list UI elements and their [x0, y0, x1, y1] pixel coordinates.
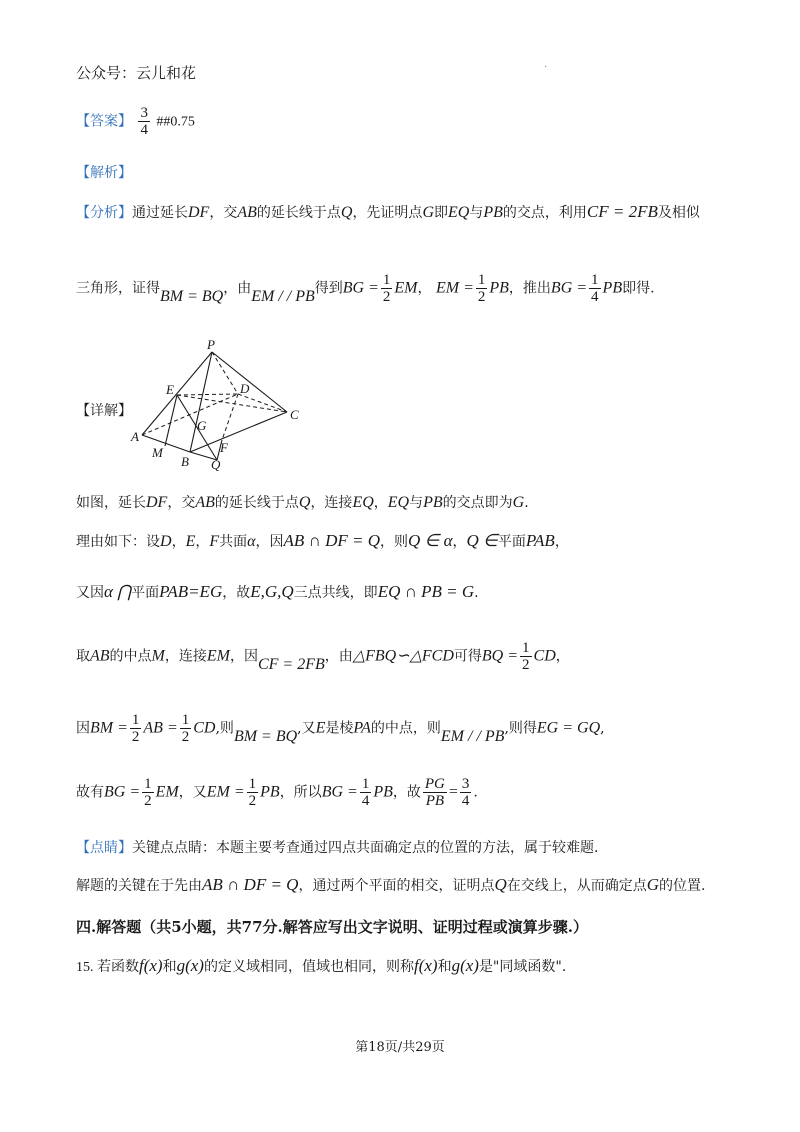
text: ，连接: [164, 648, 207, 665]
math: △FBQ∽△FCD: [352, 647, 454, 665]
analysis-tag: 【解析】: [76, 165, 132, 181]
text: 的定义域相同，值域也相同，则称: [203, 959, 414, 975]
text: 共面: [219, 534, 248, 550]
math: PB: [489, 279, 509, 297]
math: BM = BQ: [160, 287, 224, 305]
text: 与: [469, 205, 484, 221]
body-line-1: [76, 492, 529, 512]
frac-num: 1: [591, 272, 599, 288]
math: Q ∈ α: [408, 531, 453, 550]
text: 理由如下：设: [76, 534, 160, 550]
label-Q: Q: [211, 457, 221, 472]
edge-DC: [238, 394, 287, 412]
math: =: [448, 783, 458, 801]
page-footer: 第18页/共29页: [355, 1040, 445, 1055]
text: 的延长线于点: [214, 495, 299, 511]
frac-den: 4: [461, 793, 470, 809]
math: EM =: [206, 783, 245, 801]
math: PB: [483, 204, 503, 221]
math: E: [185, 533, 196, 550]
math: G: [512, 494, 525, 511]
three-quarter-fraction: [460, 776, 472, 809]
text: 的交点，利用: [502, 205, 587, 221]
math: PB: [602, 279, 623, 297]
math: D: [160, 533, 172, 550]
text: ，先证明点: [352, 205, 423, 221]
half-fraction: [247, 776, 259, 809]
frac-den: 2: [144, 793, 152, 809]
math: BQ =: [481, 647, 519, 665]
text: ，: [452, 534, 467, 550]
frac-den: 2: [131, 729, 140, 745]
edge-AD: [142, 394, 238, 435]
text: 若函数: [97, 959, 139, 975]
text: 故有: [76, 784, 104, 801]
frac-den: 2: [522, 657, 530, 673]
frac-den: 2: [477, 289, 486, 305]
text: 的位置.: [659, 878, 706, 894]
frac-num: 1: [131, 712, 140, 728]
math: BM =: [90, 719, 128, 737]
text: ，: [554, 534, 569, 550]
math: BG =: [550, 279, 588, 297]
frac-num: 1: [181, 712, 190, 728]
body-line-3: [76, 582, 479, 602]
math: Q ∈: [466, 531, 498, 550]
dianjing-line-2: [76, 875, 705, 895]
frac-den: 2: [248, 793, 257, 809]
math: EQ ∩ PB = G: [377, 582, 475, 601]
frac-den: 2: [181, 729, 190, 745]
math: DF: [188, 204, 210, 221]
math: EM: [394, 279, 418, 297]
text: 三点共线，即: [293, 585, 378, 601]
body-line-5: [76, 712, 605, 745]
text: ，交: [167, 495, 196, 511]
math: α: [247, 533, 256, 550]
math: PB: [260, 783, 280, 801]
text: 通过延长: [132, 205, 188, 221]
text: ，: [195, 534, 210, 550]
math: AB ∩ DF = Q: [283, 531, 380, 550]
text: ,又: [297, 720, 316, 737]
frac-num: 1: [382, 272, 391, 288]
answer-alt: ##0.75: [156, 114, 195, 130]
frac-num: 1: [248, 776, 257, 792]
math: AB ∩ DF = Q: [202, 875, 299, 894]
edge-PB: [190, 352, 212, 452]
frac-den: 4: [361, 793, 370, 809]
text: 与: [409, 495, 424, 511]
frac-num: 1: [522, 640, 530, 656]
math: EM: [206, 647, 230, 665]
detail-tag: 【详解】: [76, 403, 132, 419]
answer-frac-num: 3: [140, 105, 148, 121]
text: ,: [600, 720, 605, 737]
math: G: [422, 204, 434, 221]
text: ，交: [209, 205, 238, 221]
label-C: C: [290, 407, 299, 422]
text: .: [524, 495, 529, 511]
header-dot: ·: [544, 62, 548, 73]
text: ，又: [178, 784, 207, 801]
text: 是"同域函数".: [478, 959, 567, 975]
text: 的交点即为: [442, 495, 513, 511]
dianjing-line-1: [76, 837, 598, 857]
fenxi-tag: 【分析】: [76, 205, 132, 221]
math: PAB: [525, 531, 555, 550]
math: EQ: [352, 494, 374, 511]
answer-frac-den: 4: [140, 122, 148, 138]
math: E: [315, 719, 326, 737]
text: 可得: [453, 648, 482, 665]
half-fraction: [180, 712, 192, 745]
text: ，由: [324, 648, 353, 665]
math: CD: [533, 647, 556, 665]
label-B: B: [181, 454, 189, 469]
frac-den: 4: [591, 289, 599, 305]
math: f(x): [139, 956, 163, 975]
math: F: [209, 533, 220, 550]
half-fraction: [142, 776, 154, 809]
fenxi-line-1: [76, 202, 700, 222]
text: ，因: [255, 534, 284, 550]
text: 三角形，证得: [76, 280, 160, 297]
math: g(x): [176, 956, 204, 975]
body-line-2: [76, 531, 569, 551]
frac-den: PB: [425, 793, 445, 809]
frac-num: 3: [461, 776, 470, 792]
body-line-4: [76, 640, 570, 673]
math: Q: [494, 875, 507, 894]
math: EM =: [435, 279, 474, 297]
seg-ED: [177, 394, 238, 395]
math: CD: [193, 719, 216, 737]
body-line-6: [76, 776, 478, 809]
half-fraction: [476, 272, 488, 305]
label-G: G: [197, 418, 207, 433]
text: ，: [555, 648, 570, 665]
text: 即得.: [622, 280, 655, 297]
math: EG = GQ: [536, 719, 601, 737]
header-account: 公众号：云儿和花: [76, 64, 197, 82]
fenxi-line-2: [76, 272, 655, 305]
text: 的延长线于点: [256, 205, 341, 221]
text: 得到: [314, 280, 343, 297]
text: ，故: [392, 784, 421, 801]
math: EM / / PB: [251, 287, 315, 305]
text: ，由: [223, 280, 252, 297]
label-F: F: [220, 440, 228, 455]
math: g(x): [451, 956, 479, 975]
math: EM / / PB: [440, 727, 505, 745]
text: 在交线上，从而确定点: [506, 878, 647, 894]
half-fraction: [520, 640, 532, 673]
text: ,则: [215, 720, 234, 737]
text: .: [473, 784, 478, 801]
quarter-fraction: [589, 272, 601, 305]
math: AB: [195, 494, 215, 511]
edge-PC: [212, 352, 287, 412]
math: M: [151, 647, 165, 665]
text: 解题的关键在于先由: [76, 878, 202, 894]
question-number: 15.: [76, 960, 97, 975]
text: 取: [76, 648, 90, 665]
text: ，: [373, 495, 388, 511]
text: .: [474, 585, 479, 601]
quarter-fraction: [360, 776, 372, 809]
text: ，推出: [508, 280, 551, 297]
math: AB: [90, 647, 110, 665]
text: ，则: [380, 534, 408, 550]
math: EM: [155, 783, 179, 801]
dianjing-tag: 【点睛】: [76, 840, 132, 856]
math: Q: [298, 494, 311, 511]
text: 关键点点睛：本题主要考查通过四点共面确定点的位置的方法，属于较难题.: [132, 840, 599, 856]
text: ，: [417, 280, 432, 297]
text: ，连接: [310, 495, 353, 511]
text: 即: [434, 205, 448, 221]
frac-num: 1: [144, 776, 152, 792]
half-fraction: [130, 712, 142, 745]
text: ，所以: [279, 784, 322, 801]
label-E: E: [166, 382, 174, 397]
math: CF = 2FB: [586, 202, 658, 221]
answer-line: [76, 105, 195, 138]
math: EQ: [387, 494, 410, 511]
pyramid-figure: [128, 336, 308, 476]
text: ,则得: [504, 720, 537, 737]
pg-pb-fraction: [423, 776, 447, 809]
math: EQ: [448, 204, 470, 221]
text: 和: [162, 959, 177, 975]
text: ，因: [229, 648, 258, 665]
text: 及相似: [657, 205, 700, 221]
answer-tag: 【答案】: [76, 113, 132, 130]
edge-PD: [212, 352, 238, 394]
text: ，: [171, 534, 186, 550]
text: 平面: [497, 534, 526, 550]
text: 如图，延长: [76, 495, 146, 511]
text: 又因: [76, 585, 104, 601]
math: E,G,Q: [250, 582, 294, 601]
text: 平面: [131, 585, 160, 601]
text: ，通过两个平面的相交，证明点: [298, 878, 495, 894]
math: AB =: [143, 719, 178, 737]
section-title: 四.解答题（共5小题，共77分.解答应写出文字说明、证明过程或演算步骤.）: [76, 918, 588, 936]
answer-fraction: [138, 105, 150, 138]
math: f(x): [413, 956, 438, 975]
text: 和: [437, 959, 452, 975]
frac-num: PG: [424, 776, 445, 792]
label-P: P: [207, 337, 215, 352]
text: 的中点，则: [370, 720, 441, 737]
math: BG =: [104, 783, 141, 801]
math: G: [646, 875, 660, 894]
math: BM = BQ: [233, 727, 298, 745]
math: PB: [373, 783, 393, 801]
math: CF = 2FB: [257, 655, 325, 673]
frac-num: 1: [361, 776, 370, 792]
math: BG =: [342, 279, 379, 297]
text: 因: [76, 720, 90, 737]
math: PAB=EG: [159, 582, 223, 601]
frac-den: 2: [382, 289, 391, 305]
seg-EC: [177, 395, 287, 412]
math: BG =: [321, 783, 358, 801]
math: Q: [340, 204, 353, 221]
text: 是棱: [325, 720, 354, 737]
math: AB: [237, 204, 257, 221]
question-15: [76, 956, 566, 976]
text: 的中点: [109, 648, 152, 665]
math: α ⋂: [104, 582, 132, 601]
frac-num: 1: [477, 272, 486, 288]
label-A: A: [131, 429, 139, 444]
math: PB: [423, 494, 443, 511]
math: PA: [353, 719, 371, 737]
half-fraction: [381, 272, 393, 305]
math: DF: [146, 494, 168, 511]
label-M: M: [152, 445, 163, 460]
label-D: D: [240, 381, 250, 396]
text: ，故: [222, 585, 251, 601]
